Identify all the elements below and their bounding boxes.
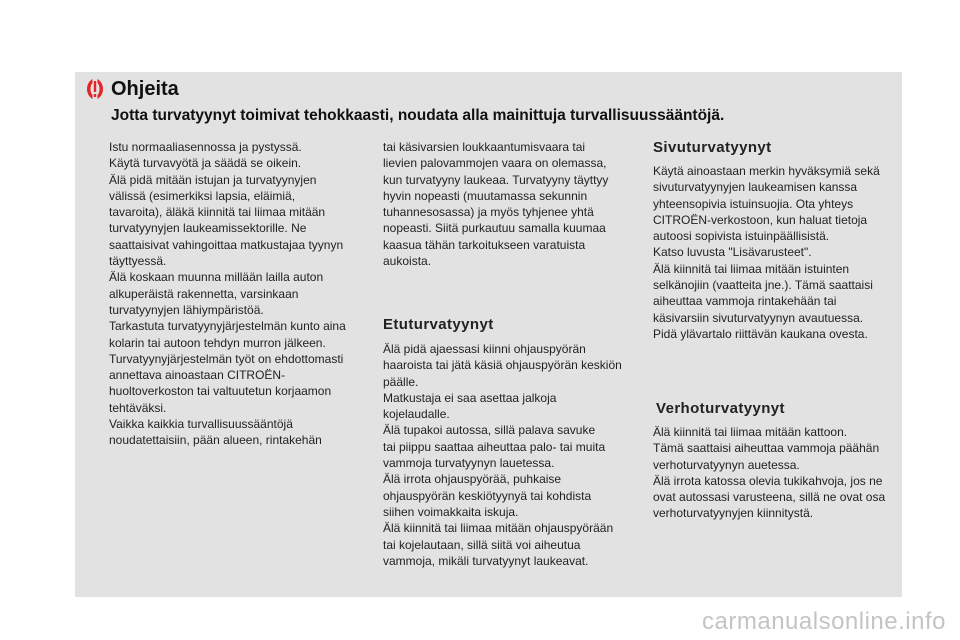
side-line: yhteensopivia istuinsuojia. Ota yhteys <box>653 196 854 211</box>
curtain-line: Tämä saattaisi aiheuttaa vammoja päähän <box>653 441 880 456</box>
curtain-line: Älä kiinnitä tai liimaa mitään kattoon. <box>653 425 848 439</box>
general-rules-continued <box>383 139 633 269</box>
general-line: Käytä turvavyötä ja säädä se oikein. <box>109 156 302 171</box>
curtain-airbags-text <box>653 424 898 522</box>
front-line: kojelaudalle. <box>383 407 450 422</box>
front-line: haaroista tai jätä käsiä ohjauspyörän keskiön <box>383 358 622 373</box>
front-airbags-heading: Etuturvatyynyt <box>383 316 494 333</box>
general-line: aukoista. <box>383 254 432 269</box>
side-line: Älä kiinnitä tai liimaa mitään istuinten <box>653 261 850 276</box>
general-line: huoltoverkoston tai valtuutetun korjaamon <box>109 384 332 399</box>
general-line: tehtäväksi. <box>109 400 167 415</box>
front-line: siihen voimakkaita iskuja. <box>383 504 519 519</box>
curtain-line: verhoturvatyynyn auetessa. <box>653 457 800 472</box>
front-line: tai piippu saattaa aiheuttaa palo- tai muita <box>383 439 606 454</box>
curtain-airbags-heading: Verhoturvatyynyt <box>656 400 785 417</box>
curtain-line: ovat autossasi varusteena, sillä ne ovat osa <box>653 490 886 505</box>
curtain-line: verhoturvatyynyjen kiinnitystä. <box>653 506 814 521</box>
side-line: Katso luvusta "Lisävarusteet". <box>653 245 812 260</box>
side-line: sivuturvatyynyjen laukeamisen kanssa <box>653 180 858 195</box>
warning-icon <box>84 78 106 100</box>
general-line: kolarin tai autoon tehdyn murron jälkeen. <box>109 335 326 350</box>
page-title: Ohjeita <box>111 78 179 100</box>
side-line: aiheuttaa vammoja rintakehään tai <box>653 294 837 309</box>
side-line: Pidä ylävartalo riittävän kaukana ovesta. <box>653 326 868 341</box>
general-line: välissä (esimerkiksi lapsia, eläimiä, <box>109 188 296 203</box>
general-rules-column <box>109 139 359 449</box>
general-line: kun turvatyyny laukeaa. Turvatyyny täyttyy <box>383 172 609 187</box>
general-line: turvatyynyjen laukeamissektorille. Ne <box>109 221 307 236</box>
front-line: vammoja turvatyynyn lauetessa. <box>383 456 555 471</box>
general-line: kaasua tähän tarkoitukseen varatuista <box>383 237 586 252</box>
side-line: selkänojiin (vaatteita jne.). Tämä saattaisi <box>653 278 873 293</box>
general-line: Istu normaaliasennossa ja pystyssä. <box>109 140 302 154</box>
front-line: Matkustaja ei saa asettaa jalkoja <box>383 390 557 405</box>
front-line: päälle. <box>383 374 419 389</box>
general-line: turvatyynyjen lähiympäristöä. <box>109 302 264 317</box>
general-line: noudatettaisiin, pään alueen, rintakehän <box>109 433 322 448</box>
side-airbags-text <box>653 163 898 342</box>
watermark-text: carmanualsonline.info <box>702 608 946 635</box>
general-line: lievien palovammojen vaara on olemassa, <box>383 156 607 171</box>
general-line: annettava ainoastaan CITROËN- <box>109 368 286 383</box>
general-line: Turvatyynyjärjestelmän työt on ehdottomasti <box>109 351 344 366</box>
front-line: vammoja, mikäli turvatyynyt laukeavat. <box>383 553 589 568</box>
front-line: ohjauspyörän keskiötyynyä tai kohdista <box>383 488 592 503</box>
general-line: alkuperäistä rakennetta, varsinkaan <box>109 286 299 301</box>
side-line: käsivarsiin sivuturvatyynyn avautuessa. <box>653 310 864 325</box>
side-line: Käytä ainoastaan merkin hyväksymiä sekä <box>653 164 880 178</box>
front-line: Älä kiinnitä tai liimaa mitään ohjauspyörään <box>383 521 614 536</box>
curtain-line: Älä irrota katossa olevia tukikahvoja, jos ne <box>653 473 883 488</box>
front-line: Älä tupakoi autossa, sillä palava savuke <box>383 423 596 438</box>
general-line: Älä pidä mitään istujan ja turvatyynyjen <box>109 172 317 187</box>
front-line: Älä irrota ohjauspyörää, puhkaise <box>383 472 562 487</box>
general-line: hyvin nopeasti (muutamassa sekunnin <box>383 188 588 203</box>
page-subtitle: Jotta turvatyynyt toimivat tehokkaasti, noudata alla mainittuja turvallisuussääntöjä. <box>111 107 725 124</box>
side-line: autoosi sopivista istuinpäällisistä. <box>653 229 830 244</box>
general-line: tavaroita), äläkä kiinnitä tai liimaa mitään <box>109 205 326 220</box>
front-airbags-text <box>383 341 633 569</box>
general-line: nopeasti. Siitä purkautuu samalla kuumaa <box>383 221 606 236</box>
general-line: tai käsivarsien loukkaantumisvaara tai <box>383 140 586 154</box>
side-line: CITROËN-verkostoon, kun haluat tietoja <box>653 212 868 227</box>
front-line: Älä pidä ajaessasi kiinni ohjauspyörän <box>383 342 586 356</box>
general-line: Älä koskaan muunna millään lailla auton <box>109 270 324 285</box>
side-airbags-heading: Sivuturvatyynyt <box>653 139 772 156</box>
general-line: tuhannesosassa) ja myös tyhjenee yhtä <box>383 205 594 220</box>
general-line: Vaikka kaikkia turvallisuussääntöjä <box>109 417 293 432</box>
general-line: Tarkastuta turvatyynyjärjestelmän kunto aina <box>109 319 346 334</box>
general-line: saattaisivat vahingoittaa matkustajaa tyynyn <box>109 237 344 252</box>
front-line: tai kojelautaan, sillä siitä voi aiheutua <box>383 537 581 552</box>
general-line: täyttyessä. <box>109 254 167 269</box>
